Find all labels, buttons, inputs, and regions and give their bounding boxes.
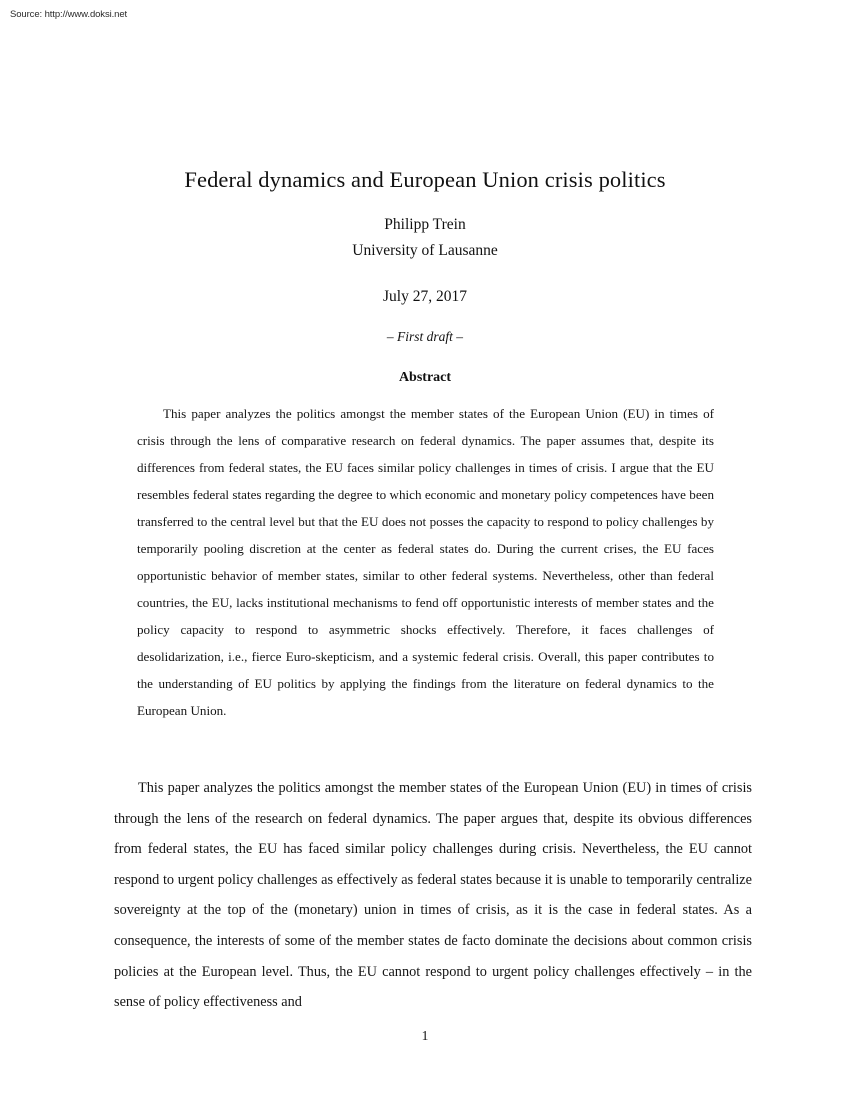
author-affiliation: University of Lausanne	[352, 242, 498, 259]
abstract-heading: Abstract	[398, 370, 452, 385]
author-name: Philipp Trein	[384, 216, 466, 233]
document-date: July 27, 2017	[383, 288, 467, 305]
source-watermark: Source: http://www.doksi.net	[10, 9, 128, 20]
page-number: 1	[421, 1028, 429, 1043]
author-block	[0, 212, 850, 310]
abstract-text: This paper analyzes the politics amongst the member states of the European Union (EU) in times of crisis through the lens of comparative research on federal dynamics. The paper assumes that, despite its differences from federal states, the EU faces similar policy challenges in times of crisis. I argue that the EU resembles federal states regarding the degree to which economic and monetary policy competences have been transferred to the central level but that the EU does not posses the capacity to respond to policy challenges by temporarily pooling discretion at the center as federal states do. During the current crises, the EU faces opportunistic behavior of member states, similar to other federal systems. Nevertheless, other than federal countries, the EU, lacks institutional mechanisms to fend off opportunistic interests of member states and the policy capacity to respond to asymmetric shocks effectively. Therefore, it faces challenges of desolidarization, i.e., fierce Euro-skepticism, and a systemic federal crisis. Overall, this paper contributes to the understanding of EU politics by applying the findings from the literature on federal dynamics to the European Union.	[137, 406, 714, 718]
draft-status-note: – First draft –	[386, 329, 464, 344]
page-title: Federal dynamics and European Union crisis politics	[184, 167, 666, 193]
introduction-paragraph: This paper analyzes the politics amongst the member states of the European Union (EU) in times of crisis through the lens of the research on federal dynamics. The paper argues that, despite its obvious differences from federal states, the EU has faced similar policy challenges during crisis. Nevertheless, the EU cannot respond to urgent policy challenges as effectively as federal states because it is unable to temporarily centralize sovereignty at the top of the (monetary) union in times of crisis, as it is the case in federal states. As a consequence, the interests of some of the member states de facto dominate the decisions about common crisis policies at the European level. Thus, the EU cannot respond to urgent policy challenges effectively – in the sense of policy effectiveness and	[114, 780, 752, 1011]
